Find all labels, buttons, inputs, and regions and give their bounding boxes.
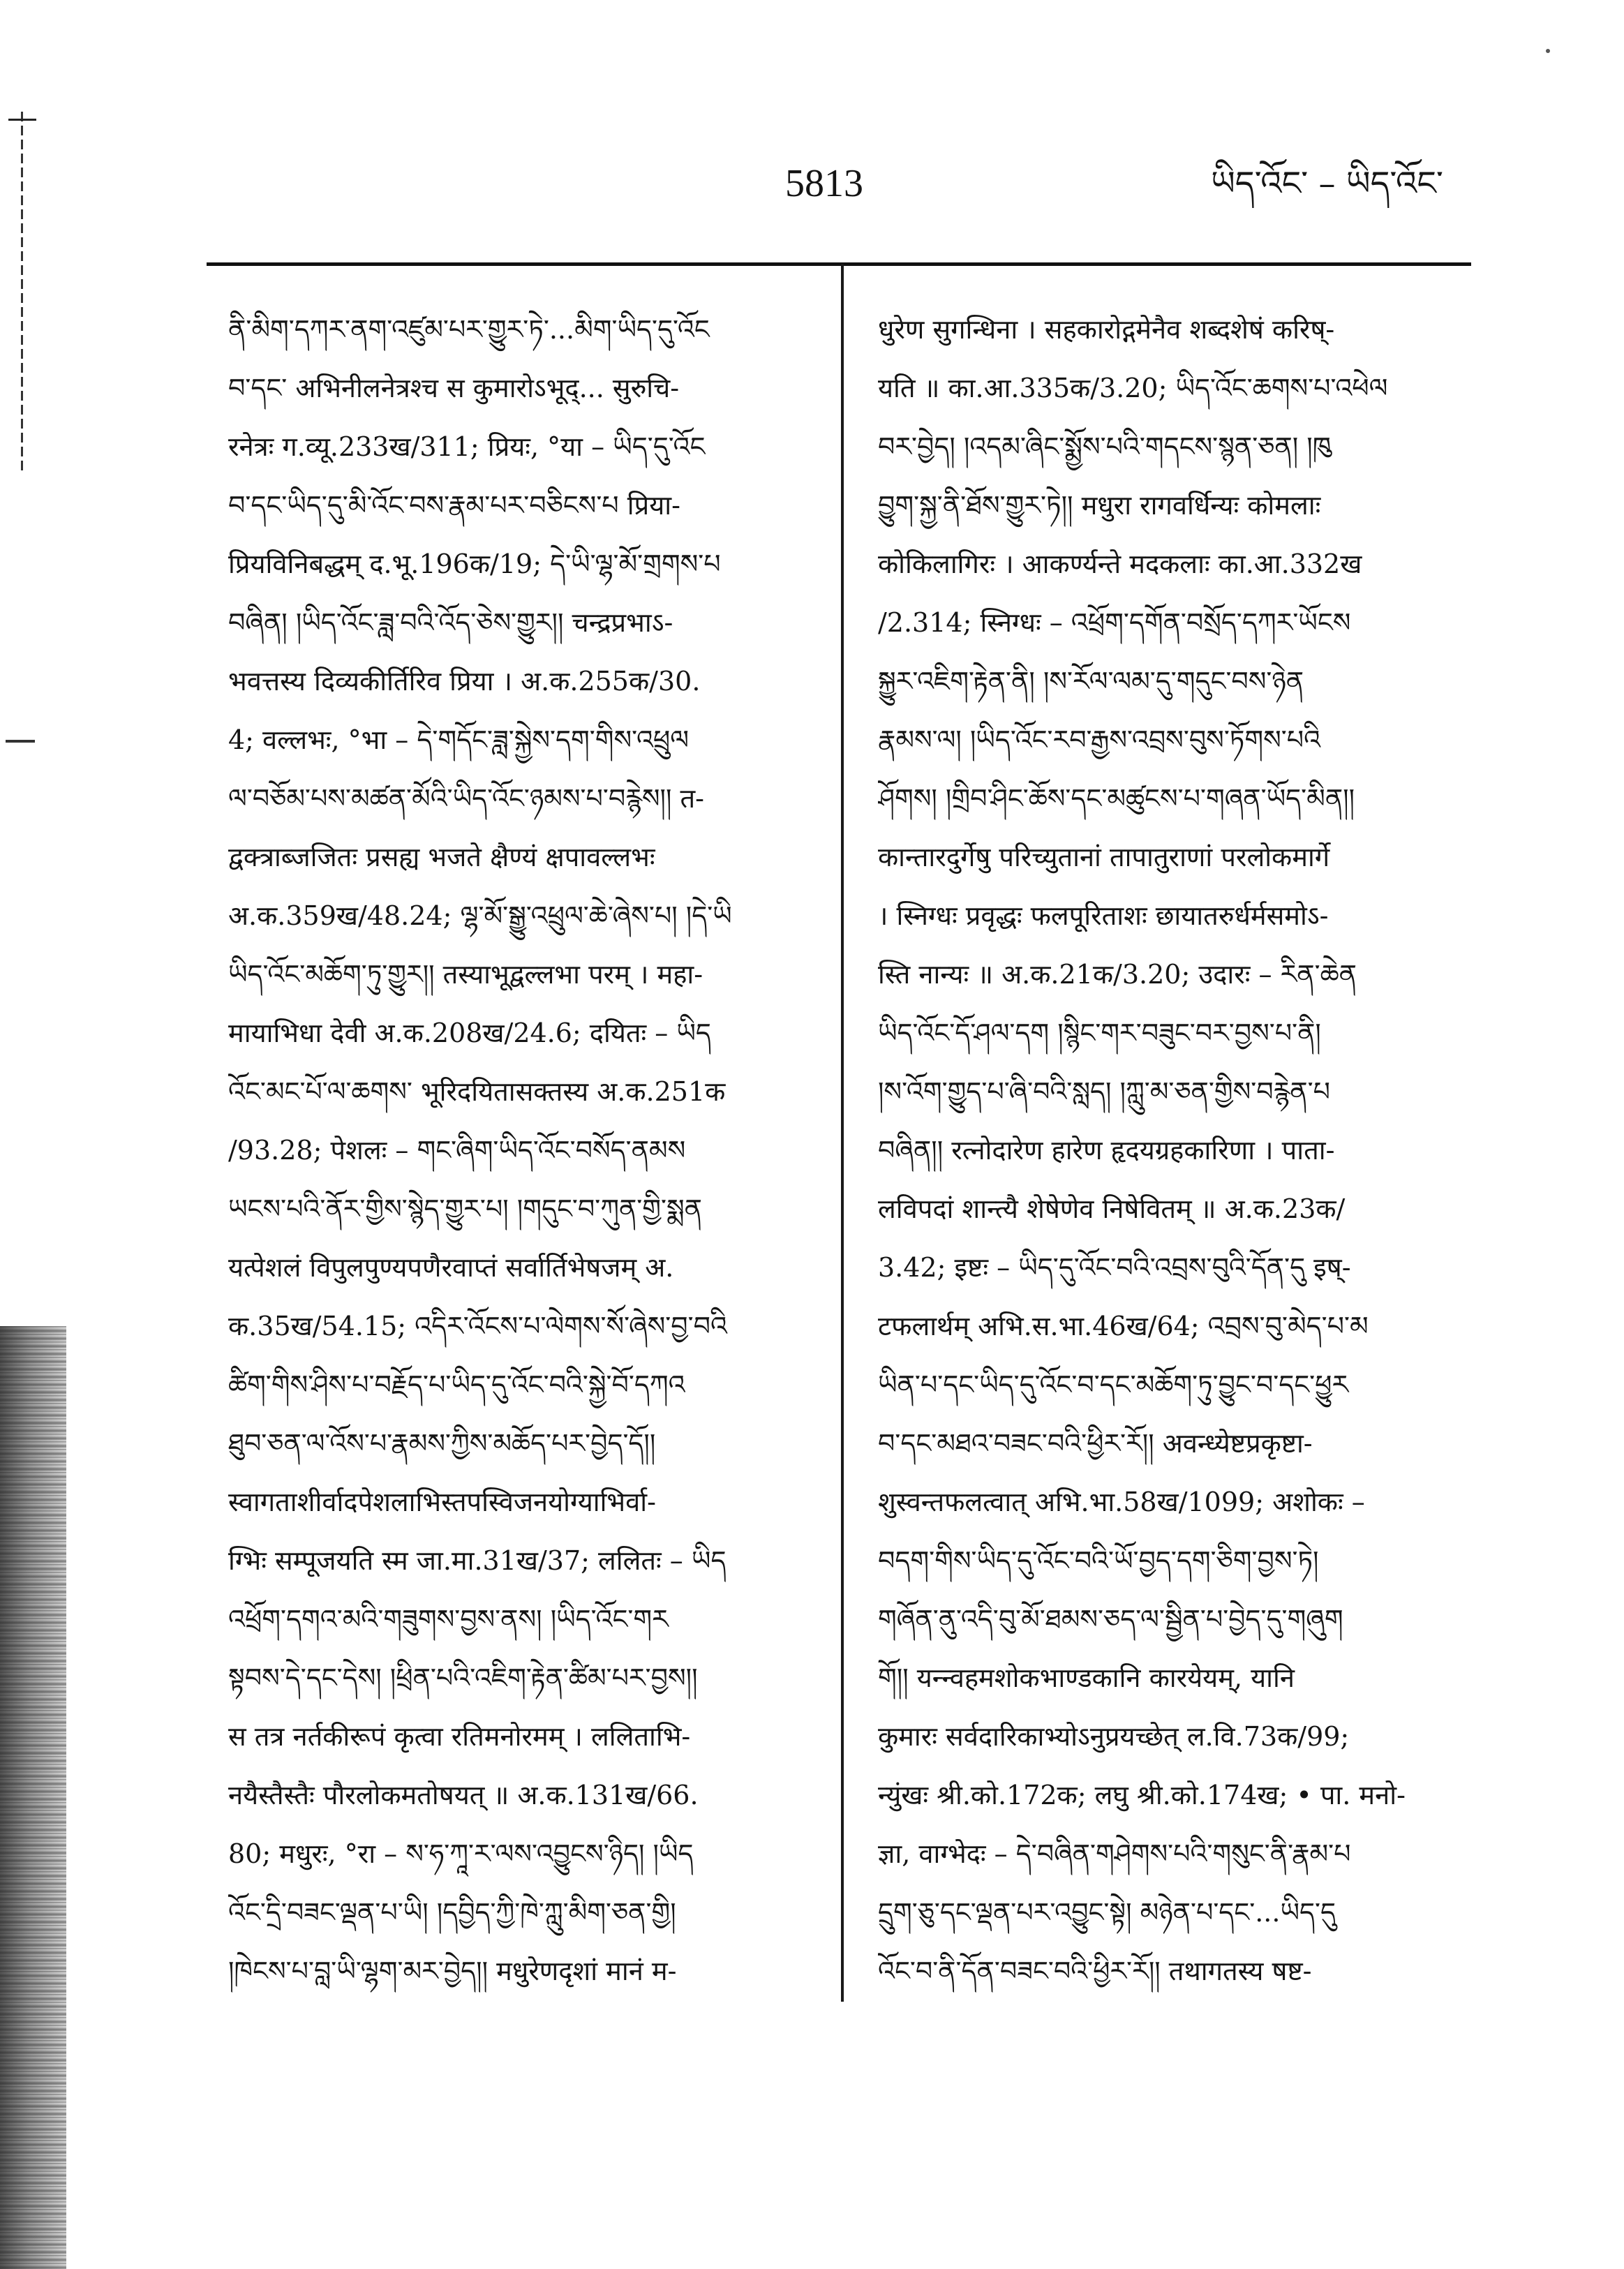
text-line: སྟབས་དེ་དང་དེས། །ཕྲིན་པའི་འཇིག་རྟེན་ཚིམ་པར་བྱས།། — [228, 1662, 698, 1693]
text-line: བ་དང་མཐའ་བཟང་བའི་ཕྱིར་རོ།། अवन्ध्येष्टप्रकृष्टा- — [878, 1428, 1313, 1459]
text-line: བ་དང་ अभिनीलनेत्रश्च स कुमारोऽभूद्... सुरुचि- — [228, 373, 680, 403]
text-line: གོ།། यन्न्वहमशोकभाण्डकानि कारयेयम्, यानि — [878, 1662, 1295, 1693]
text-line: प्रियविनिबद्धम् द.भू.196क/19; དེ་ཡི་ལྷ་མོ་གྲགས་པ — [228, 549, 721, 579]
text-line: मायाभिधा देवी अ.क.208ख/24.6; दयितः – ཡིད — [228, 1018, 711, 1048]
text-line: द्वक्त्राब्जजितः प्रसह्य भजते क्षैण्यं क्षपावल्लभः — [228, 842, 655, 872]
text-line: /2.314; स्निग्धः – འཕྲོག་དགོན་བསྲོད་དཀར་ཡོངས — [878, 607, 1351, 638]
text-line: स तत्र नर्तकीरूपं कृत्वा रतिमनोरमम् । ललिताभि- — [228, 1721, 691, 1752]
text-line: ཚིག་གིས་ཤིས་པ་བརྗོད་པ་ཡིད་དུ་འོང་བའི་སྐྱེ་བོ་དཀའ — [228, 1369, 685, 1400]
right-column — [878, 300, 1471, 2000]
text-line: བདག་གིས་ཡིད་དུ་འོང་བའི་ཡོ་བྱད་དག་ཅིག་བྱས་ཏེ། — [878, 1545, 1319, 1576]
text-line: དྲུག་ཅུ་དང་ལྡན་པར་འབྱུང་སྟེ། མཉེན་པ་དང་...ཡིད་དུ — [878, 1897, 1336, 1928]
scan-margin-mark — [6, 740, 35, 743]
text-line: कान्तारदुर्गेषु परिच्युतानां तापातुराणां परलोकमार्गे — [878, 842, 1330, 872]
text-line: ग्भिः सम्पूजयति स्म जा.मा.31ख/37; ललितः – ཡིད — [228, 1545, 727, 1576]
text-line: བ་དང་ཡིད་དུ་མི་འོང་བས་རྣམ་པར་བཅིངས་པ प्रिया- — [228, 490, 680, 521]
text-line: अ.क.359ख/48.24; ལྷ་མོ་སྒྱུ་འཕྲུལ་ཆེ་ཞེས་པ། །དེ་ཡི — [228, 900, 732, 931]
text-line: འོང་བ་ནི་དོན་བཟང་བའི་ཕྱིར་རོ།། तथागतस्य षष्ट- — [878, 1956, 1312, 1986]
text-line: भवत्तस्य दिव्यकीर्तिरिव प्रिया । अ.क.255क/30. — [228, 666, 701, 697]
text-line: ཡིན་པ་དང་ཡིད་དུ་འོང་བ་དང་མཆོག་ཏུ་བྱུང་བ་དང་ཕྱུར — [878, 1369, 1349, 1400]
text-line: སྐྱུར་འཇིག་རྟེན་ནི། །ས་རོལ་ལམ་དུ་གདུང་བས་ཉེན — [878, 666, 1304, 697]
header-rule — [207, 262, 1471, 266]
text-line: གཞོན་ནུ་འདི་བུ་མོ་ཐམས་ཅད་ལ་སྦྱིན་པ་བྱེད་དུ་གཞུག — [878, 1604, 1343, 1635]
text-line: धुरेण सुगन्धिना । सहकारोद्गमेनैव शब्दशेषं करिष्- — [878, 314, 1335, 345]
text-line: 3.42; इष्टः – ཡིད་དུ་འོང་བའི་འབྲས་བུའི་དོན་དུ इष्- — [878, 1252, 1351, 1283]
text-line: 80; मधुरः, °रा – ས་ཧ་ཀཱ་ར་ལས་འབྱུངས་ཉིད། །ཡིད — [228, 1838, 694, 1869]
text-line: འོང་མང་པོ་ལ་ཆགས་ भूरिदयितासक्तस्य अ.क.251क — [228, 1076, 726, 1107]
text-line: ཡིད་འོང་དོ་ཤལ་དག །སྙིང་གར་བཟུང་བར་བྱས་པ་ནི། — [878, 1018, 1321, 1048]
page-number: 5813 — [785, 162, 863, 205]
text-line: लविपदां शान्त्यै शेषेणेव निषेवितम् ॥ अ.क.23क/ — [878, 1193, 1346, 1224]
text-line: टफलार्थम् अभि.स.भा.46ख/64; འབྲས་བུ་མེད་པ་མ — [878, 1311, 1369, 1341]
text-line: स्ति नान्यः ॥ अ.क.21क/3.20; उदारः – རིན་ཆེན — [878, 959, 1357, 990]
text-line: /93.28; पेशलः – གང་ཞིག་ཡིད་འོང་བསོད་ནམས — [228, 1135, 686, 1166]
text-line: न्युंखः श्री.को.172क; लघु श्री.को.174ख; • पा. मनो- — [878, 1780, 1406, 1810]
text-line: བར་བྱེད། །འདམ་ཞིང་སྨྱོས་པའི་གདངས་སྙན་ཅན། །ཁུ — [878, 431, 1332, 462]
text-line: नयैस्तैस्तैः पौरलोकमतोषयत् ॥ अ.क.131ख/66. — [228, 1780, 699, 1810]
left-column — [228, 300, 818, 2000]
text-line: कुमारः सर्वदारिकाभ्योऽनुप्रयच्छेत् ल.वि.73क/99; — [878, 1721, 1350, 1752]
text-line: བཞིན།། रत्नोदारेण हारेण हृदयग्रहकारिणा । पाता- — [878, 1135, 1335, 1166]
text-line: འོང་དྲི་བཟང་ལྡན་པ་ཡི། །དབྱིད་ཀྱི་ཁེ་ཀླུ་མིག་ཅན་གྱི། — [228, 1897, 676, 1928]
text-line: ནི་མིག་དཀར་ནག་འཛུམ་པར་གྱུར་ཏེ་...མིག་ཡིད་དུ་འོང — [228, 314, 710, 345]
running-head: ཡིད་འོང་ – ཡིད་འོང་ — [1211, 164, 1444, 203]
text-line: བྱུག་སྐྱ་ནི་ཐོས་གྱུར་ཏེ།། मधुरा रागवर्धिन्यः कोमलाः — [878, 490, 1321, 521]
text-line: यत्पेशलं विपुलपुण्यपणैरवाप्तं सर्वार्तिभेषजम् अ. — [228, 1252, 674, 1283]
text-line: ཡིད་འོང་མཆོག་ཏུ་གྱུར།། तस्याभूद्वल्लभा परम् । महा- — [228, 959, 703, 990]
text-line: शुस्वन्तफलत्वात् अभि.भा.58ख/1099; अशोकः – — [878, 1487, 1365, 1517]
column-divider — [841, 264, 844, 2002]
scan-binding-shadow — [0, 1326, 66, 2269]
text-line: །ཁེངས་པ་བླ་ཡི་ལྷག་མར་བྱེད།། मधुरेणदृशां मानं म- — [228, 1956, 677, 1986]
text-line: ཡངས་པའི་ནོར་གྱིས་སྙེད་གྱུར་པ། །གདུང་བ་ཀུན་གྱི་སྨན — [228, 1193, 703, 1224]
text-line: འཕྲོག་དགའ་མའི་གཟུགས་བྱས་ནས། །ཡིད་འོང་གར — [228, 1604, 669, 1635]
scan-margin-mark — [8, 119, 36, 121]
text-line: 4; वल्लभः, °भा – དེ་གདོང་ཟླ་སྐྱེས་དག་གིས་འཕྲུལ — [228, 724, 690, 755]
text-line: ज्ञा, वाग्भेदः – དེ་བཞིན་གཤེགས་པའི་གསུང་ནི་རྣམ་པ — [878, 1838, 1351, 1869]
text-line: །ས་འོག་གྱུད་པ་ཞི་བའི་སླད། །ཀླུ་མ་ཅན་གྱིས་བརྙེན་པ — [878, 1076, 1330, 1107]
text-line: ལ་བཅོམ་པས་མཚན་མོའི་ཡིད་འོང་ཉམས་པ་བརྙེས།། त- — [228, 783, 704, 814]
text-line: यति ॥ का.आ.335क/3.20; ཡིད་འོང་ཆགས་པ་འཕེལ — [878, 373, 1388, 403]
text-line: कोकिलागिरः । आकर्ण्यन्ते मदकलाः का.आ.332ख — [878, 549, 1362, 579]
text-line: स्वागताशीर्वादपेशलाभिस्तपस्विजनयोग्याभिर्वा- — [228, 1487, 656, 1517]
text-line: རྣམས་ལ། །ཡིད་འོང་རབ་རྒྱས་འབྲས་བུས་ཏོགས་པའི — [878, 724, 1321, 755]
text-line: क.35ख/54.15; འདིར་འོངས་པ་ལེགས་སོ་ཞེས་བྱ་བའི — [228, 1311, 727, 1341]
text-line: ཐུབ་ཅན་ལ་འོས་པ་རྣམས་ཀྱིས་མཆོད་པར་བྱེད་དོ།། — [228, 1428, 656, 1459]
text-line: । स्निग्धः प्रवृद्धः फलपूरिताशः छायातरुर्धर्मसमोऽ- — [878, 900, 1329, 931]
text-line: བཞིན། །ཡིད་འོང་ཟླ་བའི་འོད་ཅེས་གྱུར།། चन्द्रप्रभाऽ- — [228, 607, 673, 638]
scan-speck — [1546, 49, 1550, 53]
text-line: ཤོགས། །གྲིབ་ཤིང་ཆོས་དང་མཚུངས་པ་གཞན་ཡོད་མིན།། — [878, 783, 1355, 814]
scan-margin-mark — [21, 112, 23, 475]
text-line: रनेत्रः ग.व्यू.233ख/311; प्रियः, °या – ཡིད་དུ་འོང — [228, 431, 706, 462]
